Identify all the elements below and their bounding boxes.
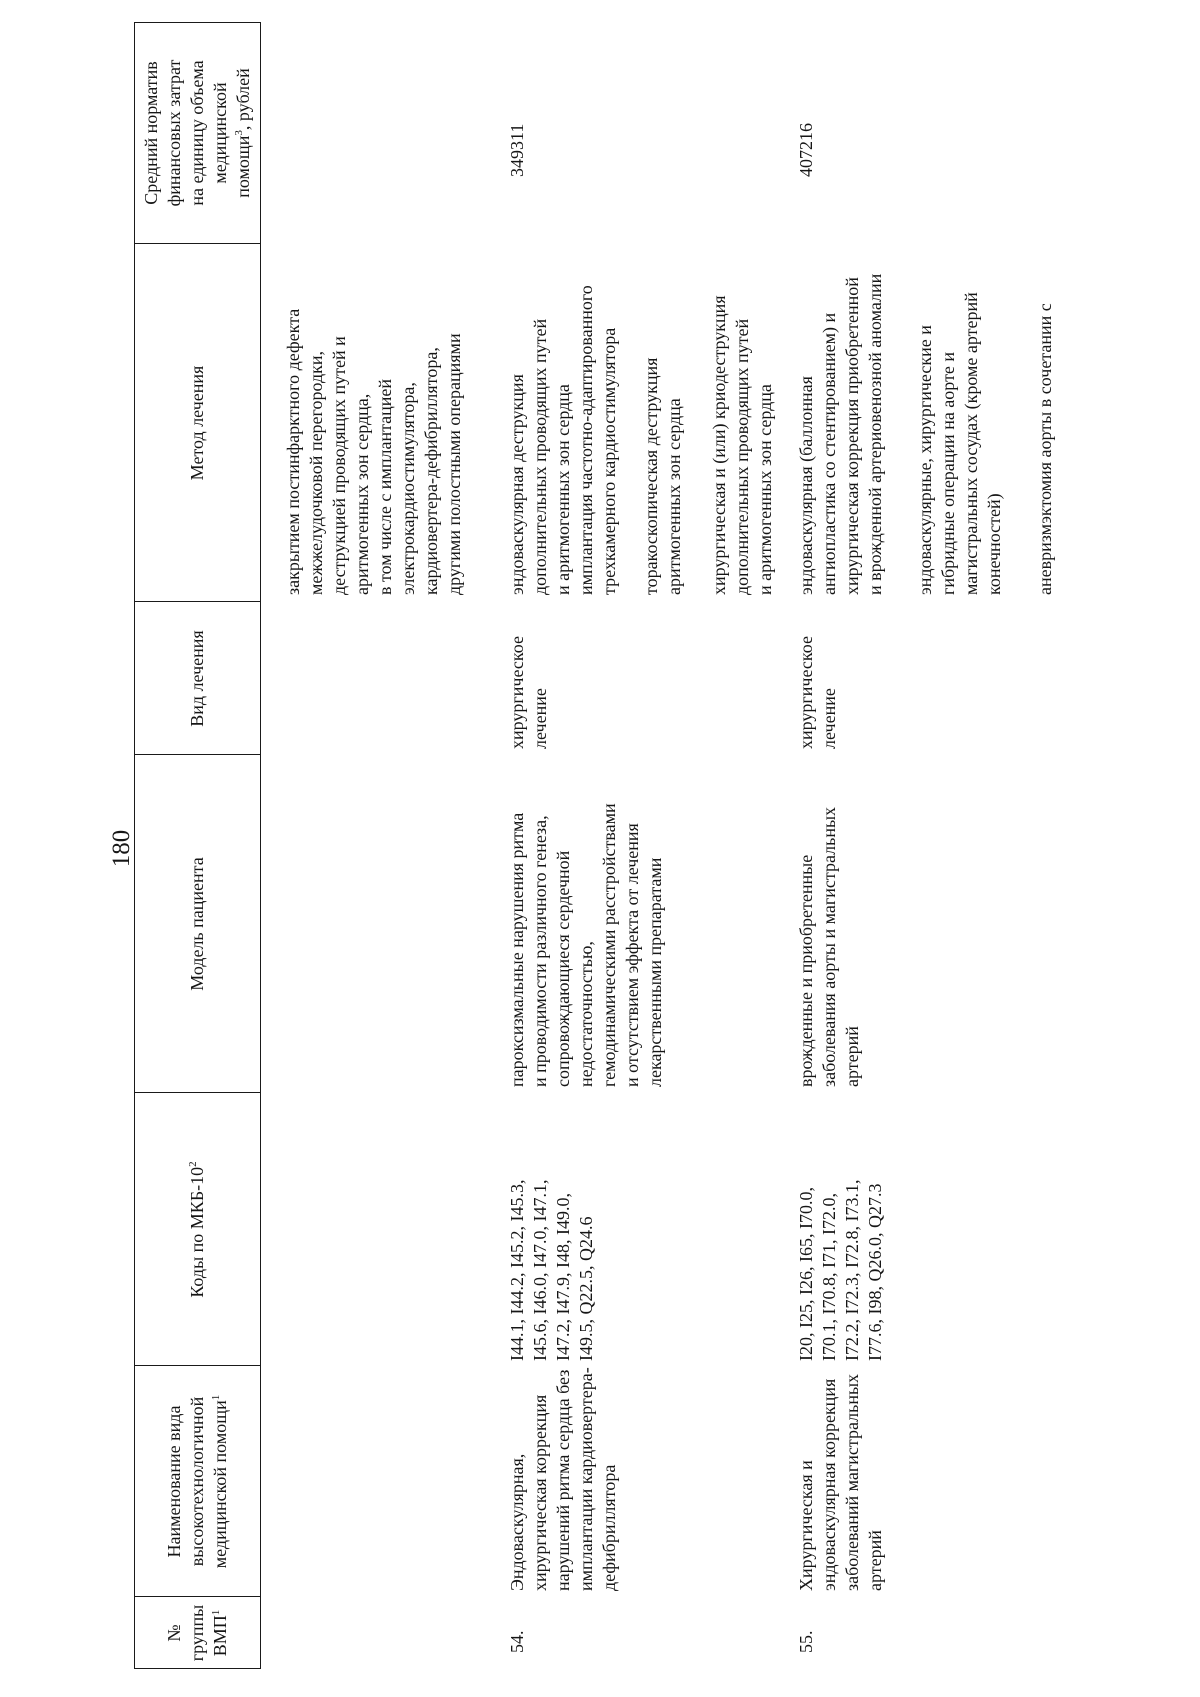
row55-cost-norm: 407216	[796, 123, 816, 177]
header-care-type: Наименование вида высокотехнологичной медицинской помощи$^1$	[164, 1394, 230, 1569]
row54-treatment-type: хирургическое лечение	[507, 636, 550, 749]
header-treatment-method: Метод лечения	[187, 365, 207, 481]
row55-method-3: аневризмэктомия аорты в сочетании с	[1035, 303, 1055, 595]
row54-method-2: торакоскопическая деструкция аритмогенных зон сердца	[641, 357, 684, 595]
row55-method-1: эндоваскулярная (баллонная ангиопластика со стентированием) и хирургическая коррекция приобретенной и врожденной артериовенозной аномалии	[796, 273, 885, 595]
row54-method-1: эндоваскулярная деструкция дополнительных проводящих путей и аритмогенных зон сердца имплантация частотно-адаптированного трехкамерного кардиостимулятора	[507, 285, 619, 595]
row54-method-3: хирургическая и (или) криодеструкция дополнительных проводящих путей и аритмогенных зон сердца	[709, 295, 775, 595]
header-patient-model: Модель пациента	[187, 857, 207, 991]
row55-patient-model: врожденные и приобретенные заболевания аорты и магистральных артерий	[796, 806, 862, 1087]
header-group-number: № группы ВМП$^1$	[164, 1604, 230, 1662]
row55-care-type: Хирургическая и эндоваскулярная коррекция заболеваний магистральных артерий	[796, 1373, 885, 1591]
row55-icd-codes: I20, I25, I26, I65, I70.0, I70.1, I70.8, I71, I72.0, I72.2, I72.3, I72.8, I73.1, I77.6, I98, Q26.0, Q27.3	[796, 1179, 885, 1361]
row55-method-2: эндоваскулярные, хирургические и гибридные операции на аорте и магистральных сосудах (кроме артерий конечностей)	[915, 292, 1004, 595]
row54-care-type: Эндоваскулярная, хирургическая коррекция нарушений ритма сердца без имплантации кардиовертера- дефибриллятора	[507, 1367, 619, 1591]
continued-method-text: закрытием постинфарктного дефекта межжелудочковой перегородки, деструкцией проводящих путей и аритмогенных зон сердца, в том числе с имплантацией электрокардиостимулятора, кардиовертера-дефибриллятора, другими полостными операциями	[283, 308, 464, 595]
header-icd-codes: Коды по МКБ-$10^2$	[187, 1161, 207, 1298]
page-number: 180	[108, 829, 135, 868]
row55-treatment-type: хирургическое лечение	[796, 636, 839, 749]
header-treatment-type: Вид лечения	[187, 630, 207, 727]
header-cost-norm: Средний норматив финансовых затрат на единицу объема медицинской помощи$^3$, рублей	[141, 59, 253, 207]
row54-cost-norm: 349311	[507, 123, 527, 177]
row55-number: 55.	[796, 1630, 816, 1653]
row54-icd-codes: I44.1, I44.2, I45.2, I45.3, I45.6, I46.0, I47.0, I47.1, I47.2, I47.9, I48, I49.0, I49.5, Q22.5, Q24.6	[507, 1179, 596, 1361]
row54-patient-model: пароксизмальные нарушения ритма и проводимости различного генеза, сопровождающиеся сердечной недостаточностью, гемодинамическими расстройствами и отсутствием эффекта от лечения лекарственными препаратами	[507, 803, 665, 1087]
row54-number: 54.	[507, 1630, 527, 1653]
